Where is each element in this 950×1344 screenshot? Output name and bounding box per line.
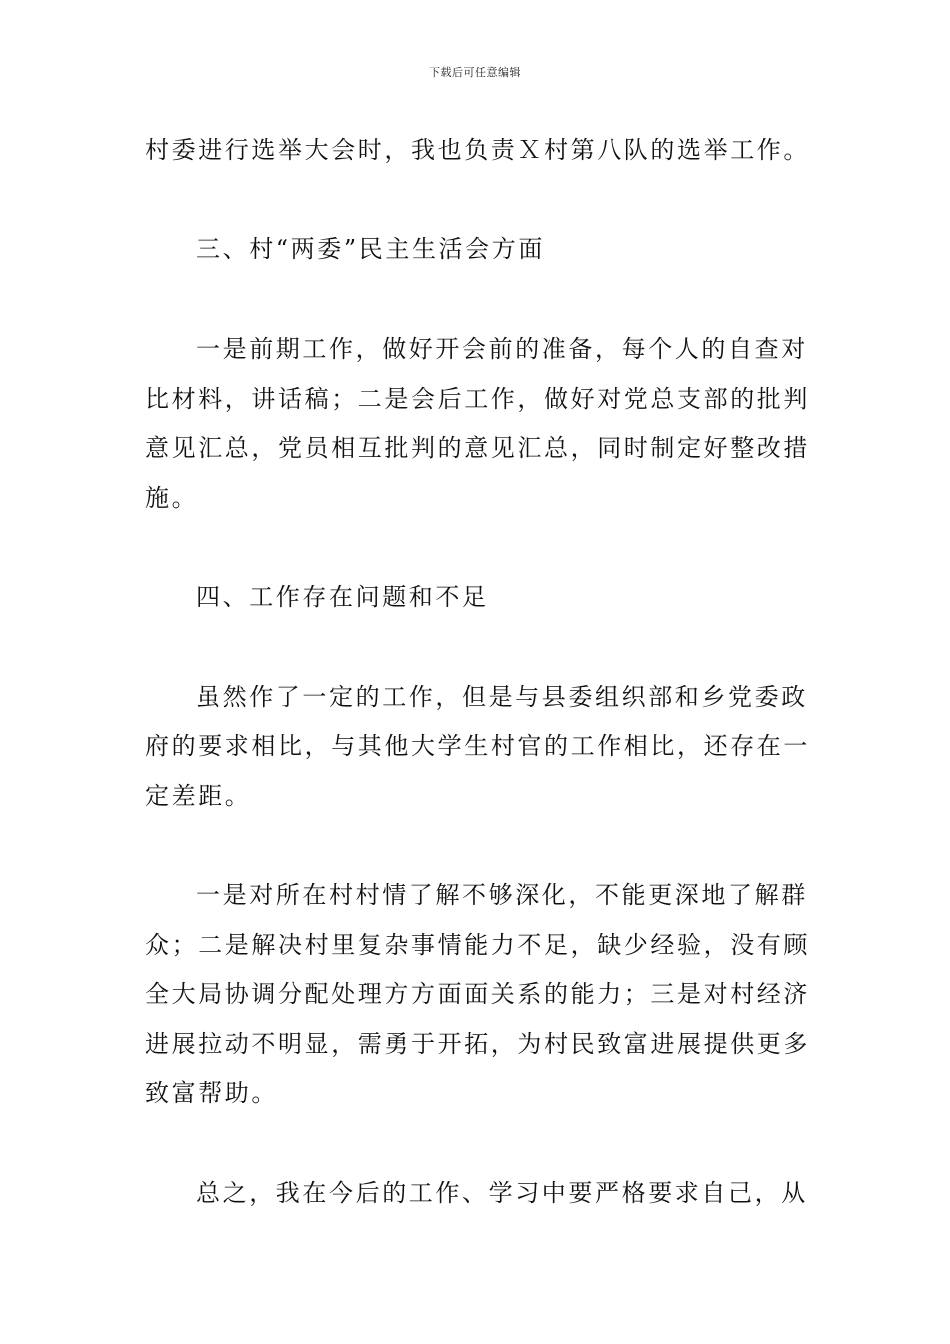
section-heading: 三、村“两委”民主生活会方面	[196, 235, 545, 263]
text-line: 众；二是解决村里复杂事情能力不足，缺少经验，没有顾	[145, 931, 810, 959]
text-line: 进展拉动不明显，需勇于开拓，为村民致富进展提供更多	[145, 1030, 810, 1058]
text-line: 一是对所在村村情了解不够深化，不能更深地了解群	[196, 881, 808, 909]
text-line: 总之，我在今后的工作、学习中要严格要求自己，从	[196, 1179, 808, 1207]
page-header-note: 下载后可任意编辑	[429, 66, 521, 79]
section-heading: 四、工作存在问题和不足	[196, 583, 489, 611]
text-line: 致富帮助。	[145, 1079, 278, 1107]
text-line: 定差距。	[145, 782, 252, 810]
text-line: 施。	[145, 484, 199, 512]
text-line: 村委进行选举大会时，我也负责Ｘ村第八队的选举工作。	[145, 136, 810, 164]
text-line: 全大局协调分配处理方方面面关系的能力；三是对村经济	[145, 980, 810, 1008]
text-line: 府的要求相比，与其他大学生村官的工作相比，还存在一	[145, 732, 810, 760]
text-line: 比材料，讲话稿；二是会后工作，做好对党总支部的批判	[145, 385, 810, 413]
text-line: 意见汇总，党员相互批判的意见汇总，同时制定好整改措	[145, 434, 810, 462]
text-line: 虽然作了一定的工作，但是与县委组织部和乡党委政	[196, 683, 808, 711]
text-line: 一是前期工作，做好开会前的准备，每个人的自查对	[196, 335, 808, 363]
